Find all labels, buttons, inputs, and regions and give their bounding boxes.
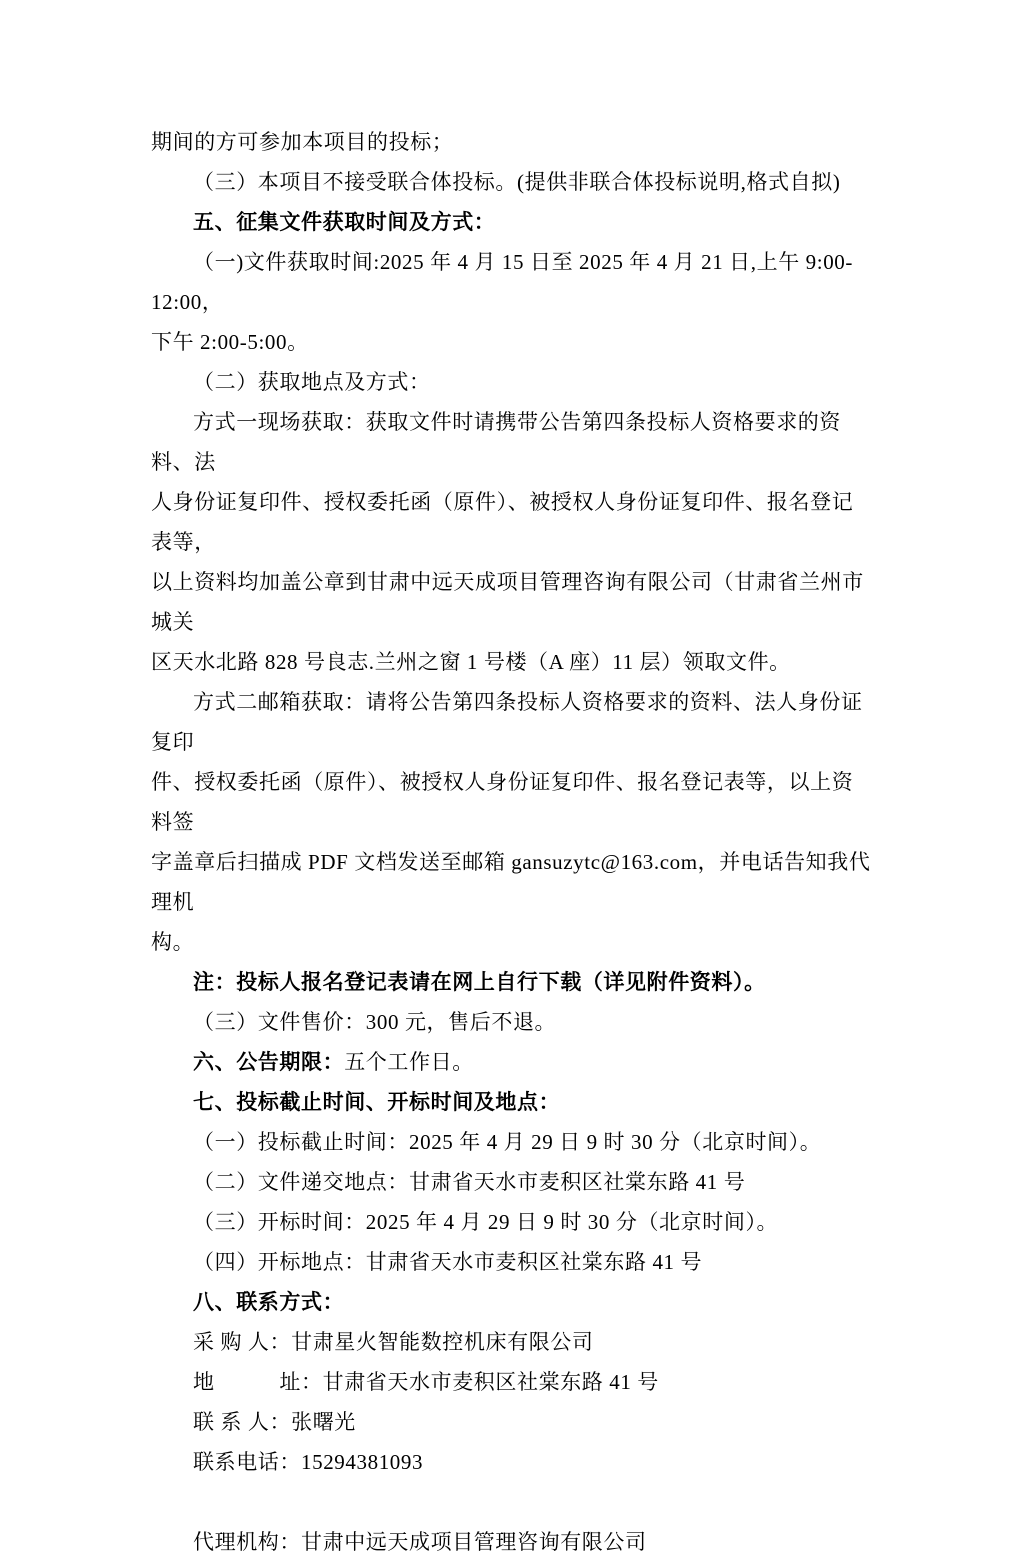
method-2-email-line-4: 构。 xyxy=(151,930,195,954)
blank-line-spacer xyxy=(151,1482,873,1522)
heading-section-7: 七、投标截止时间、开标时间及地点： xyxy=(193,1090,561,1114)
clause-document-price: （三）文件售价：300 元，售后不退。 xyxy=(193,1010,557,1034)
method-1-onsite-line-4: 区天水北路 828 号良志.兰州之窗 1 号楼（A 座）11 层）领取文件。 xyxy=(151,650,791,674)
method-2-email-line-2: 件、授权委托函（原件）、被授权人身份证复印件、报名登记表等，以上资料签 xyxy=(151,770,854,834)
note-registration-form-download: 注：投标人报名登记表请在网上自行下载（详见附件资料）。 xyxy=(193,970,766,994)
heading-section-5: 五、征集文件获取时间及方式： xyxy=(193,210,496,234)
clause-bid-opening-time: （三）开标时间：2025 年 4 月 29 日 9 时 30 分（北京时间）。 xyxy=(193,1210,779,1234)
clause-bid-deadline: （一）投标截止时间：2025 年 4 月 29 日 9 时 30 分（北京时间）。 xyxy=(193,1130,822,1154)
heading-section-6-value: 五个工作日。 xyxy=(344,1050,474,1074)
clause-acquire-location-method: （二）获取地点及方式： xyxy=(193,370,431,394)
contact-purchaser: 采 购 人：甘肃星火智能数控机床有限公司 xyxy=(193,1330,594,1354)
heading-section-6-label: 六、公告期限： xyxy=(193,1050,345,1074)
contact-agency: 代理机构：甘肃中远天成项目管理咨询有限公司 xyxy=(193,1530,647,1554)
clause-file-acquire-time: （一)文件获取时间:2025 年 4 月 15 日至 2025 年 4 月 21 日,上午 9:00-12:00， xyxy=(151,250,854,314)
contact-person: 联 系 人：张曙光 xyxy=(193,1410,356,1434)
method-1-onsite-line-1: 方式一现场获取：获取文件时请携带公告第四条投标人资格要求的资料、法 xyxy=(151,410,841,474)
method-2-email-line-3: 字盖章后扫描成 PDF 文档发送至邮箱 gansuzytc@163.com，并电话告知我代理机 xyxy=(151,850,871,914)
clause-file-acquire-time-cont: 下午 2:00-5:00。 xyxy=(151,330,309,354)
clause-bid-opening-location: （四）开标地点：甘肃省天水市麦积区社棠东路 41 号 xyxy=(193,1250,703,1274)
heading-section-8: 八、联系方式： xyxy=(193,1290,345,1314)
method-1-onsite-line-2: 人身份证复印件、授权委托函（原件）、被授权人身份证复印件、报名登记表等， xyxy=(151,490,854,554)
clause-no-joint-bidding: （三）本项目不接受联合体投标。(提供非联合体投标说明,格式自拟) xyxy=(193,170,841,194)
method-1-onsite-line-3: 以上资料均加盖公章到甘肃中远天成项目管理咨询有限公司（甘肃省兰州市城关 xyxy=(151,570,864,634)
para-continuation-bid-eligibility: 期间的方可参加本项目的投标； xyxy=(151,130,454,154)
contact-phone: 联系电话：15294381093 xyxy=(193,1450,424,1474)
method-2-email-line-1: 方式二邮箱获取：请将公告第四条投标人资格要求的资料、法人身份证复印 xyxy=(151,690,863,754)
clause-submission-location: （二）文件递交地点：甘肃省天水市麦积区社棠东路 41 号 xyxy=(193,1170,746,1194)
heading-section-6 xyxy=(151,1042,873,1082)
contact-address: 地 址：甘肃省天水市麦积区社棠东路 41 号 xyxy=(193,1370,659,1394)
